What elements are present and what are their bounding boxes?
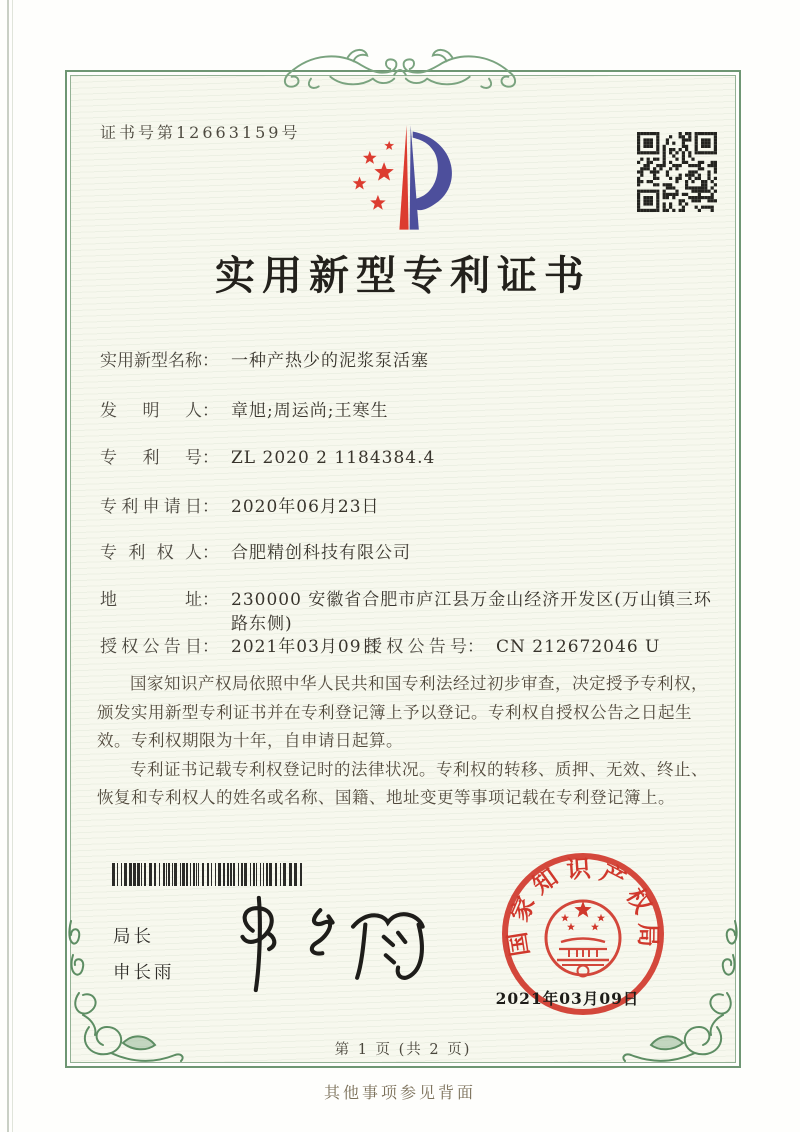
body-paragraph-1: 国家知识产权局依照中华人民共和国专利法经过初步审查，决定授予专利权，颁发实用新型专利证书并在专利登记簿上予以登记。专利权自授权公告之日起生效。专利权期限为十年，自申请日起算。 <box>97 674 708 750</box>
scanned-paper-left-edge <box>7 0 9 1132</box>
field-value: ZL 2020 2 1184384.4 <box>231 448 436 468</box>
field-value: CN 212672046 U <box>496 637 661 657</box>
seal-ring-text: 国家知识产权局 <box>502 853 664 959</box>
field-value: 合肥精创科技有限公司 <box>231 543 411 563</box>
legal-body-text <box>97 670 721 813</box>
field-row-filing-date <box>100 495 718 519</box>
field-row-inventors <box>100 399 718 423</box>
certificate-frame <box>65 70 741 1068</box>
field-colon: ： <box>202 590 219 610</box>
field-row-patent-number <box>100 446 718 470</box>
page-number: 第 1 页 (共 2 页) <box>334 1042 472 1058</box>
field-label: 专利权人 <box>100 543 202 563</box>
director-handwritten-signature <box>222 890 437 998</box>
field-colon: ： <box>202 448 219 468</box>
field-row-grant <box>100 635 718 659</box>
certificate-number: 证书号第12663159号 <box>100 123 301 142</box>
field-colon: ： <box>202 401 219 421</box>
field-value: 230000 安徽省合肥市庐江县万金山经济开发区(万山镇三环路东侧) <box>231 590 712 634</box>
field-value: 2021年03月09日 <box>231 637 380 657</box>
field-label: 专利号 <box>100 448 202 468</box>
field-pair-grant-number <box>365 635 660 659</box>
director-title: 局长 <box>113 926 154 946</box>
seal-date: 2021年03月09日 <box>495 989 640 1008</box>
field-value: 2020年06月23日 <box>231 497 380 517</box>
field-colon: ： <box>202 497 219 517</box>
field-label: 授权公告日 <box>100 637 202 657</box>
field-row-name <box>100 349 718 373</box>
field-value: 一种产热少的泥浆泵活塞 <box>231 351 429 371</box>
field-colon: ： <box>202 351 219 371</box>
field-label: 专利申请日 <box>100 497 202 517</box>
field-label: 实用新型名称 <box>100 351 202 371</box>
logo-stars <box>353 141 394 210</box>
qr-code <box>637 132 717 212</box>
signature-block <box>113 918 175 990</box>
field-label: 授权公告号 <box>365 637 467 657</box>
field-row-patentee <box>100 541 718 565</box>
field-colon: ： <box>202 543 219 563</box>
field-label: 地址 <box>100 590 202 610</box>
back-side-note: 其他事项参见背面 <box>323 1083 476 1102</box>
cnipa-logo-icon <box>335 118 473 238</box>
field-colon: ： <box>202 637 219 657</box>
scanned-paper-left-edge-inner <box>12 0 13 1132</box>
director-name: 申长雨 <box>113 962 175 982</box>
field-label: 发明人 <box>100 401 202 421</box>
certificate-title: 实用新型专利证书 <box>215 252 591 299</box>
field-row-address <box>100 588 718 636</box>
barcode <box>112 863 306 886</box>
field-colon: ： <box>467 637 484 657</box>
body-paragraph-2: 专利证书记载专利权登记时的法律状况。专利权的转移、质押、无效、终止、恢复和专利权人的姓名或名称、国籍、地址变更等事项记载在专利登记簿上。 <box>97 759 708 807</box>
field-value: 章旭;周运尚;王寒生 <box>231 401 389 421</box>
